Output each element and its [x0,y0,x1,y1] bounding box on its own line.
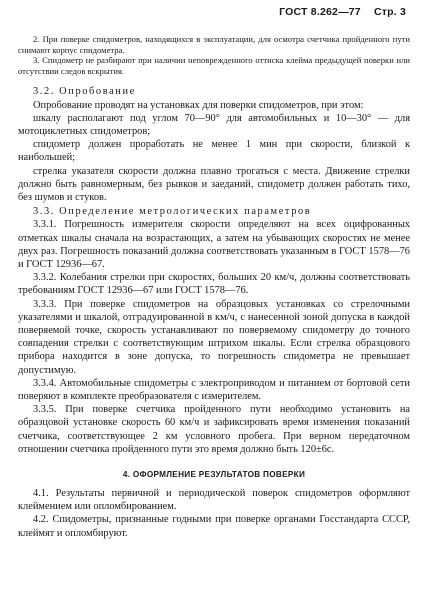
page-header [269,6,406,18]
section-3-2-intro: Опробование проводят на установках для поверки спидометров, при этом: [33,99,364,111]
page-number: Стр. 3 [373,6,406,18]
paragraph-3-3-4: 3.3.4. Автомобильные спидометры с электроприводом и питанием от бортовой сети поверяют в комплекте преобразователя с измерителем. [18,377,410,403]
section-3-2-item-2: спидометр должен проработать не менее 1 мин при скорости, близкой к наибольшей; [18,139,410,164]
document-body [18,34,410,540]
section-3-2-title: 3.2. Опробование [33,86,136,98]
section-3-2-item-1: шкалу располагают под углом 70—90° для автомобильных и 10—30° — для мотоциклетных спидометров; [18,112,410,137]
section-3-3-title: 3.3. Определение метрологических параметров [33,206,312,218]
standard-number: ГОСТ 8.262—77 [279,6,361,18]
section-4-title: 4. ОФОРМЛЕНИЕ РЕЗУЛЬТАТОВ ПОВЕРКИ [122,470,306,480]
paragraph-4-2: 4.2. Спидометры, признанные годными при поверке органами Госстандарта СССР, клеймят и опломбируют. [18,514,410,539]
note-2: 2. При поверке спидометров, находящихся в эксплуатации, для осмотра счетчика пройденного пути снимают корпус спидометра. [18,34,410,55]
note-3: 3. Спидометр не разбирают при наличии неповрежденного оттиска клейма предыдущей поверки или отсутствии следов вскрытия. [18,55,410,76]
section-3-2-item-3: стрелка указателя скорости должна плавно трогаться с места. Движение стрелки должно быть равномерным, без рывков и заеданий, спидометр должен работать тихо, без шумов и стуков. [18,165,410,203]
paragraph-3-3-5: 3.3.5. При поверке счетчика пройденного пути необходимо установить на образцовой установке скорость 60 км/ч и зафиксировать время изменения показаний счетчика, соответствующее 2 км условного пробега. При верном передаточном отношении счетчика пройденного пути это время должно быть 120±6с. [18,404,410,455]
paragraph-3-3-1: 3.3.1. Погрешность измерителя скорости определяют на всех оцифрованных отметках шкалы сначала на возрастающих, а затем на убывающих скоростях не менее двух раз. Погрешность показаний должна соответствовать указанным в ГОСТ 1578—76 и ГОСТ 12936—67. [18,219,410,271]
paragraph-3-3-2: 3.3.2. Колебания стрелки при скоростях, больших 20 км/ч, должны соответствовать требованиям ГОСТ 12936—67 или ГОСТ 1578—76. [18,272,410,297]
paragraph-3-3-3: 3.3.3. При поверке спидометров на образцовых установках со стрелочными указателями и шкалой, отградуированной в км/ч, с нанесенной зоной допуска в каждой поверяемой точке, скорость устанавливают по поверяемому спидометру до точного совпадения стрелки с соответствующим штрихом шкалы. Если стрелка образцового прибора находится в зоне допуска, то погрешность спидометра не превышает допустимую. [18,298,410,376]
paragraph-4-1: 4.1. Результаты первичной и периодической поверок спидометров оформляют клеймением или опломбированием. [18,488,410,513]
